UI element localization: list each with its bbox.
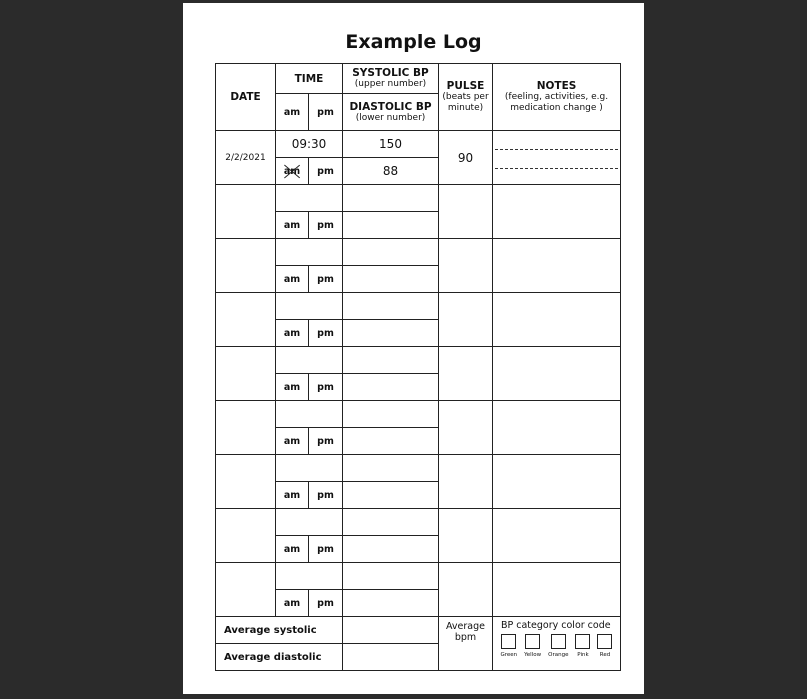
color-code-yellow[interactable]: Yellow: [524, 634, 541, 658]
color-code-green[interactable]: Green: [501, 634, 518, 658]
time-cell[interactable]: [276, 293, 343, 320]
header-time: TIME: [276, 64, 343, 94]
diastolic-cell[interactable]: [343, 428, 439, 455]
date-cell[interactable]: 2/2/2021: [216, 131, 276, 185]
systolic-cell[interactable]: [343, 455, 439, 482]
pulse-cell[interactable]: [439, 455, 493, 509]
notes-cell[interactable]: [493, 293, 621, 347]
pm-checkbox[interactable]: pm: [309, 374, 343, 401]
date-cell[interactable]: [216, 509, 276, 563]
pulse-cell[interactable]: [439, 293, 493, 347]
time-cell[interactable]: [276, 347, 343, 374]
notes-cell[interactable]: [493, 347, 621, 401]
am-checkbox[interactable]: [276, 158, 309, 185]
avg-systolic-label: Average systolic: [216, 617, 343, 644]
diastolic-cell[interactable]: [343, 266, 439, 293]
avg-systolic-value[interactable]: [343, 617, 439, 644]
diastolic-cell[interactable]: [343, 212, 439, 239]
am-checkbox[interactable]: am: [276, 212, 309, 239]
systolic-cell[interactable]: [343, 185, 439, 212]
systolic-cell[interactable]: [343, 401, 439, 428]
log-table: [215, 63, 621, 671]
diastolic-cell[interactable]: [343, 536, 439, 563]
pulse-cell[interactable]: [439, 347, 493, 401]
systolic-cell[interactable]: [343, 563, 439, 590]
avg-bpm-cell[interactable]: [439, 617, 493, 671]
pm-checkbox[interactable]: pm: [309, 482, 343, 509]
time-cell[interactable]: [276, 239, 343, 266]
pulse-cell[interactable]: [439, 185, 493, 239]
pulse-cell[interactable]: [439, 509, 493, 563]
date-cell[interactable]: [216, 293, 276, 347]
time-cell[interactable]: [276, 401, 343, 428]
color-code-cell: [493, 617, 621, 671]
date-cell[interactable]: [216, 239, 276, 293]
checkbox-icon: [551, 634, 566, 649]
systolic-cell[interactable]: [343, 293, 439, 320]
pm-checkbox[interactable]: pm: [309, 428, 343, 455]
am-checkbox[interactable]: am: [276, 374, 309, 401]
notes-cell[interactable]: [493, 563, 621, 617]
date-cell[interactable]: [216, 401, 276, 455]
pulse-cell[interactable]: 90: [439, 131, 493, 185]
date-cell[interactable]: [216, 185, 276, 239]
time-cell[interactable]: [276, 509, 343, 536]
log-page: [183, 3, 644, 694]
diastolic-cell[interactable]: [343, 374, 439, 401]
am-checkbox[interactable]: am: [276, 590, 309, 617]
systolic-cell[interactable]: [343, 509, 439, 536]
notes-cell[interactable]: [493, 239, 621, 293]
header-date: DATE: [216, 64, 276, 131]
time-cell[interactable]: [276, 563, 343, 590]
pm-checkbox[interactable]: pm: [309, 536, 343, 563]
pulse-cell[interactable]: [439, 563, 493, 617]
systolic-cell[interactable]: [343, 239, 439, 266]
pm-checkbox[interactable]: pm: [309, 212, 343, 239]
avg-diastolic-label: Average diastolic: [216, 644, 343, 671]
date-cell[interactable]: [216, 563, 276, 617]
header-notes: NOTES (feeling, activities, e.g. medication change ): [493, 64, 621, 131]
pulse-cell[interactable]: [439, 401, 493, 455]
checkbox-icon: [575, 634, 590, 649]
header-pm: pm: [309, 94, 343, 131]
notes-cell[interactable]: [493, 455, 621, 509]
avg-bpm-label: Average bpm: [445, 621, 485, 643]
am-checkbox[interactable]: am: [276, 482, 309, 509]
diastolic-cell[interactable]: [343, 590, 439, 617]
am-checkbox[interactable]: am: [276, 428, 309, 455]
checkbox-icon: [597, 634, 612, 649]
color-code-pink[interactable]: Pink: [575, 634, 590, 658]
am-checkbox[interactable]: am: [276, 266, 309, 293]
systolic-cell[interactable]: 150: [343, 131, 439, 158]
header-diastolic: DIASTOLIC BP (lower number): [343, 94, 439, 131]
pulse-cell[interactable]: [439, 239, 493, 293]
header-systolic: SYSTOLIC BP (upper number): [343, 64, 439, 94]
notes-cell[interactable]: [493, 131, 621, 185]
date-cell[interactable]: [216, 347, 276, 401]
checkbox-icon: [501, 634, 516, 649]
pm-checkbox[interactable]: pm: [309, 320, 343, 347]
page-title: Example Log: [345, 31, 482, 53]
avg-diastolic-value[interactable]: [343, 644, 439, 671]
color-code-title: BP category color code: [501, 620, 611, 631]
diastolic-cell[interactable]: 88: [343, 158, 439, 185]
pm-checkbox[interactable]: pm: [309, 158, 343, 185]
color-code-red[interactable]: Red: [597, 634, 612, 658]
systolic-cell[interactable]: [343, 347, 439, 374]
notes-cell[interactable]: [493, 509, 621, 563]
time-cell[interactable]: [276, 185, 343, 212]
date-cell[interactable]: [216, 455, 276, 509]
header-pulse: PULSE (beats per minute): [439, 64, 493, 131]
pm-checkbox[interactable]: pm: [309, 266, 343, 293]
time-cell[interactable]: 09:30: [276, 131, 343, 158]
am-checkbox[interactable]: am: [276, 536, 309, 563]
am-checkbox[interactable]: am: [276, 320, 309, 347]
color-code-orange[interactable]: Orange: [548, 634, 568, 658]
strike-mark-icon: am: [283, 165, 301, 177]
time-cell[interactable]: [276, 455, 343, 482]
diastolic-cell[interactable]: [343, 482, 439, 509]
pm-checkbox[interactable]: pm: [309, 590, 343, 617]
diastolic-cell[interactable]: [343, 320, 439, 347]
header-am: am: [276, 94, 309, 131]
notes-cell[interactable]: [493, 185, 621, 239]
notes-cell[interactable]: [493, 401, 621, 455]
checkbox-icon: [525, 634, 540, 649]
